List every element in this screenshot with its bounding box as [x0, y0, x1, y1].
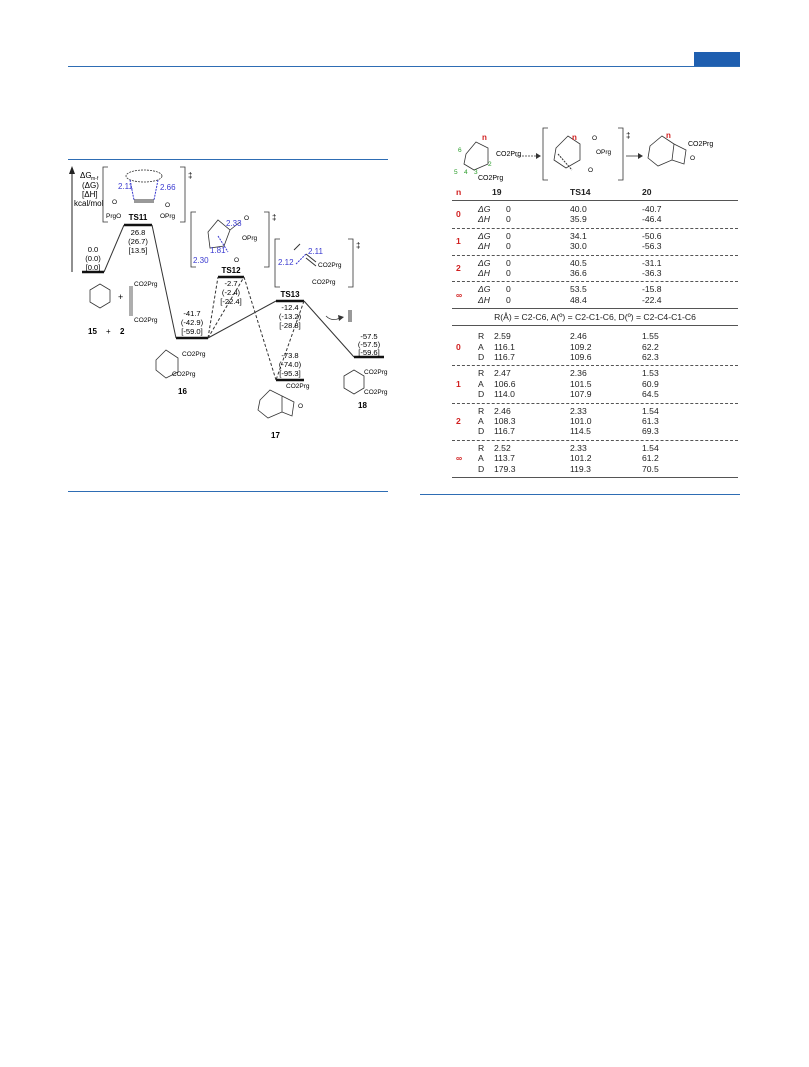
block-n-label: ∞ [456, 453, 463, 464]
ts11-o-left: O [112, 199, 118, 206]
header-rule [68, 66, 740, 67]
table-cell: 2.46 [570, 331, 587, 342]
table-cell: 101.2 [570, 453, 592, 464]
label-ts13: TS13 [280, 290, 300, 299]
table-cell: 1.54 [642, 405, 659, 416]
table-cell: 114.0 [494, 389, 515, 400]
table-cell: 2.47 [494, 368, 511, 379]
ts11-prgo: PrgO [106, 213, 122, 220]
table-cell: 35.9 [570, 214, 587, 225]
table-separator [452, 228, 738, 229]
table-cell: 109.2 [570, 341, 592, 352]
c16-co2prg-b: CO2Prg [172, 371, 196, 378]
table-cell: 116.1 [494, 341, 515, 352]
right-figure-bottom-rule [420, 494, 740, 495]
table-cell: 0 [506, 284, 511, 295]
axis-label-sub: m-f [91, 176, 99, 182]
plus-sign: + [118, 292, 124, 302]
scheme-ts14-o: O [592, 135, 598, 142]
ts11-oprg: OPrg [160, 213, 176, 220]
table-cell: 109.6 [570, 352, 592, 362]
table-cell: ΔH [478, 268, 490, 278]
table-cell: ΔH [478, 241, 490, 252]
table-cell: 116.7 [494, 426, 515, 437]
scheme-arrows [516, 153, 643, 159]
atom-2: 2 [488, 161, 492, 168]
table-separator [452, 325, 738, 326]
table-cell: 53.5 [570, 284, 587, 295]
table-cell: 34.1 [570, 230, 587, 241]
table-cell: 60.9 [642, 378, 659, 389]
reaction-scheme [452, 126, 742, 182]
table-cell: 30.0 [570, 241, 587, 252]
block-n-label: 0 [456, 341, 461, 352]
alkyne-co2prg-bottom: CO2Prg [134, 317, 158, 324]
ts11-structure [103, 167, 192, 222]
table-cell: -40.7 [642, 204, 662, 214]
table-cell: 2.33 [570, 442, 587, 453]
ts13-co2prg-b: CO2Prg [312, 279, 336, 286]
table-cell: ΔG [478, 204, 491, 214]
value-ts11-h: [13.5] [128, 246, 148, 255]
table-cell: -15.8 [642, 284, 662, 295]
scheme-n-20: n [666, 131, 671, 140]
value-ts12-h: [-22.4] [220, 297, 242, 306]
table-cell: A [478, 416, 484, 426]
connector-15-ts11 [104, 225, 124, 272]
label-18: 18 [358, 401, 367, 410]
alkyne-co2prg-top: CO2Prg [134, 281, 158, 288]
table-cell: 101.0 [570, 416, 592, 426]
value-17-h: [-95.3] [279, 369, 301, 378]
table-cell: 0 [506, 204, 511, 214]
page-badge [694, 52, 740, 66]
block-n-label: ∞ [456, 289, 463, 300]
table-cell: 70.5 [642, 463, 659, 474]
scheme-19-co2prg-b: CO2Prg [478, 175, 504, 182]
compound-17-structure [258, 383, 310, 440]
ts12-o-ring: O [234, 257, 240, 264]
geometry-formula: R(Å) = C2-C6, A(º) = C2-C1-C6, D(º) = C2-C4-C1-C6 [494, 312, 696, 323]
block-n-label: 2 [456, 416, 461, 427]
table-separator [452, 255, 738, 256]
table-cell: A [478, 341, 484, 352]
scheme-20-o: O [690, 155, 696, 162]
table-cell: 179.3 [494, 463, 516, 474]
scheme-ts14-o-ring: O [588, 167, 594, 174]
table-cell: ΔG [478, 230, 491, 241]
table-cell: 2.46 [494, 405, 511, 416]
ts11-o-right: O [165, 202, 171, 209]
ts11-dist-a: 2.11 [118, 182, 133, 191]
table-cell: ΔG [478, 284, 491, 295]
table-cell: 2.33 [570, 405, 587, 416]
acetylene-loss-arrow [326, 310, 351, 322]
atom-6: 6 [458, 147, 462, 154]
table-cell: 108.3 [494, 416, 516, 426]
value-16-h: [-59.0] [181, 327, 203, 336]
scheme-n-19: n [482, 133, 487, 142]
connector-ts13-18 [304, 301, 354, 357]
table-cell: R [478, 442, 485, 453]
ts13-dist-a: 2.12 [278, 258, 294, 267]
table-cell: 1.54 [642, 442, 659, 453]
value-16-gp: (-42.9) [180, 318, 204, 327]
value-ts12-gp: (-2.4) [221, 288, 241, 297]
label-2: 2 [120, 327, 125, 336]
table-cell: -56.3 [642, 241, 662, 252]
table-separator [452, 308, 738, 309]
table-cell: 48.4 [570, 294, 587, 305]
c18-co2prg-a: CO2Prg [364, 369, 388, 376]
ts12-dist-a: 2.33 [226, 219, 242, 228]
benzene-ring [90, 284, 110, 308]
block-n-label: 1 [456, 236, 461, 247]
scheme-20-co2prg: CO2Prg [688, 141, 714, 148]
table-cell: 0 [506, 214, 511, 225]
ts12-dagger: ‡ [272, 213, 277, 222]
ts13-co2prg-a: CO2Prg [318, 262, 342, 269]
ts13-dagger: ‡ [356, 241, 361, 250]
energy-axis-arrowhead [69, 166, 75, 174]
ts11-dist-b: 2.66 [160, 183, 176, 192]
ts13-structure [275, 239, 360, 287]
c16-co2prg-a: CO2Prg [182, 351, 206, 358]
table-cell: 69.3 [642, 426, 659, 437]
ts12-dist-b: 1.81 [210, 246, 226, 255]
table-cell: 62.2 [642, 341, 659, 352]
connector-16-ts13 [208, 301, 276, 338]
table-separator [452, 403, 738, 404]
scheme-19-co2prg-a: CO2Prg [496, 151, 522, 158]
value-16-g: -41.7 [183, 309, 201, 318]
axis-label-gp: (ΔG) [82, 181, 99, 190]
axis-label-g: ΔG [80, 171, 92, 180]
table-cell: 1.55 [642, 331, 659, 342]
table-cell: 119.3 [570, 463, 591, 474]
table-cell: A [478, 378, 484, 389]
label-plus: + [106, 327, 111, 336]
value-ts12-g: -2.7 [224, 279, 238, 288]
header-19: 19 [492, 187, 502, 197]
table-separator [452, 365, 738, 366]
table-cell: 114.5 [570, 426, 591, 437]
table-cell: 116.7 [494, 352, 515, 362]
value-ts13-gp: (-13.2) [278, 312, 302, 321]
ts12-o: O [244, 215, 250, 222]
c17-co2prg: CO2Prg [286, 383, 310, 390]
table-cell: 113.7 [494, 453, 515, 464]
table-cell: 40.0 [570, 204, 587, 214]
c17-o: O [298, 403, 304, 410]
label-17: 17 [271, 431, 280, 440]
scheme-ts14-oprg: OPrg [596, 149, 612, 156]
table-cell: 61.2 [642, 453, 659, 464]
scheme-n-ts14: n [572, 133, 577, 142]
value-15-gp: (0.0) [85, 254, 101, 263]
label-ts11: TS11 [128, 213, 148, 222]
block-n-label: 2 [456, 263, 461, 273]
value-15-g: 0.0 [87, 245, 99, 254]
table-cell: D [478, 463, 485, 474]
table-cell: R [478, 368, 485, 379]
table-cell: -31.1 [642, 257, 662, 268]
table-cell: -36.3 [642, 268, 662, 278]
value-ts13-g: -12.4 [281, 303, 299, 312]
table-cell: 0 [506, 257, 511, 268]
ts12-oprg: OPrg [242, 235, 258, 242]
table-cell: R [478, 331, 485, 342]
header-n: n [456, 187, 462, 197]
value-ts11-gp: (26.7) [128, 237, 148, 246]
ts12-structure [191, 212, 276, 267]
table-header [452, 184, 738, 201]
value-18-g: -57.5 [360, 332, 378, 341]
ts13-dist-b: 2.11 [308, 247, 323, 256]
axis-label-unit: kcal/mol [74, 199, 104, 208]
table-separator [452, 440, 738, 441]
c18-co2prg-b: CO2Prg [364, 389, 388, 396]
label-15: 15 [88, 327, 97, 336]
table-cell: -50.6 [642, 230, 662, 241]
table-cell: 2.59 [494, 331, 511, 342]
table-cell: ΔH [478, 214, 490, 225]
label-ts12: TS12 [221, 266, 241, 275]
block-n-label: 1 [456, 379, 461, 389]
block-n-label: 0 [456, 209, 461, 220]
connector-ts12-17 [244, 277, 276, 380]
atom-3: 3 [474, 169, 478, 176]
value-ts13-h: [-28.8] [279, 321, 301, 330]
compound-18-structure [344, 369, 388, 410]
left-figure-bottom-rule [68, 491, 388, 492]
table-cell: 61.3 [642, 416, 659, 426]
compound-19-scheme [454, 133, 521, 182]
ts12-dist-c: 2.30 [193, 256, 209, 265]
table-cell: 107.9 [570, 389, 592, 400]
atom-4: 4 [464, 169, 468, 176]
table-cell: ΔH [478, 294, 490, 305]
energy-profile-diagram [68, 162, 390, 488]
table-separator [452, 477, 738, 478]
value-ts11-g: 26.8 [130, 228, 146, 237]
table-cell: 2.36 [570, 368, 587, 379]
table-cell: 62.3 [642, 352, 659, 362]
table-cell: 0 [506, 241, 511, 252]
table-cell: 36.6 [570, 268, 587, 278]
table-cell: 2.52 [494, 442, 511, 453]
left-figure-top-rule [68, 159, 388, 160]
axis-label-h: [ΔH] [82, 190, 98, 199]
table-cell: -22.4 [642, 294, 662, 305]
table-separator [452, 281, 738, 282]
atom-5: 5 [454, 169, 458, 176]
compound-20-scheme [648, 131, 713, 166]
header-20: 20 [642, 187, 652, 197]
table-cell: A [478, 453, 484, 464]
table-cell: 101.5 [570, 378, 592, 389]
table-cell: 106.6 [494, 378, 516, 389]
value-17-g: -73.8 [281, 351, 299, 360]
table-cell: ΔG [478, 257, 491, 268]
compound-16-structure [156, 350, 206, 396]
value-17-gp: (-74.0) [278, 360, 302, 369]
state-values [85, 213, 380, 378]
table-cell: 1.53 [642, 368, 659, 379]
value-18-h: [-59.6] [358, 348, 380, 357]
value-15-h: [0.0] [85, 263, 101, 272]
value-18-gp: (-57.5) [357, 340, 381, 349]
scheme-dagger: ‡ [626, 131, 631, 140]
header-ts14: TS14 [570, 187, 591, 197]
label-16: 16 [178, 387, 187, 396]
table-cell: 0 [506, 268, 511, 278]
table-cell: 0 [506, 294, 511, 305]
table-cell: -46.4 [642, 214, 662, 225]
table-cell: D [478, 389, 485, 400]
ts11-dagger: ‡ [188, 171, 193, 180]
table-cell: 40.5 [570, 257, 587, 268]
table-cell: 0 [506, 230, 511, 241]
reactants-structure [88, 281, 158, 336]
ts14-scheme [543, 128, 630, 180]
table-cell: R [478, 405, 485, 416]
table-cell: D [478, 426, 485, 437]
table-cell: D [478, 352, 485, 362]
table-cell: 64.5 [642, 389, 659, 400]
